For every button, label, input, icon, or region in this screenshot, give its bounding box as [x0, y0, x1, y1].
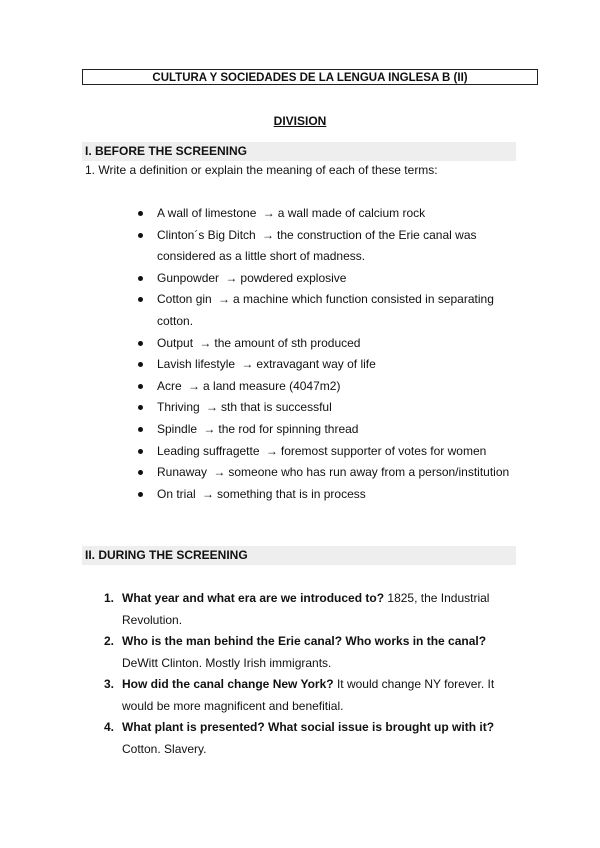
answer-text: 1825, the Industrial Revolution. [122, 591, 490, 627]
term-label: Spindle [157, 421, 198, 436]
arrow-right-icon: → [262, 227, 275, 242]
term-item [138, 462, 518, 484]
term-label: On trial [157, 486, 196, 501]
arrow-right-icon: → [199, 335, 212, 350]
term-item [138, 376, 518, 398]
answer-text: Cotton. Slavery. [122, 741, 207, 756]
term-definition: foremost supporter of votes for women [280, 443, 487, 458]
term-item [138, 441, 518, 463]
arrow-right-icon: → [206, 400, 219, 415]
term-definition: the rod for spinning thread [218, 421, 359, 436]
term-definition: a machine which function consisted in separating cotton. [157, 292, 494, 328]
question-text: What plant is presented? What social issue is brought up with it? [122, 720, 495, 734]
arrow-right-icon: → [218, 292, 231, 307]
question-item [100, 588, 520, 631]
terms-list [138, 203, 518, 505]
term-label: Cotton gin [157, 292, 212, 307]
term-label: Runaway [157, 465, 208, 480]
term-item [138, 484, 518, 506]
arrow-right-icon: → [202, 486, 215, 501]
term-definition: sth that is successful [221, 400, 332, 415]
question-item [100, 631, 520, 674]
term-definition: someone who has run away from a person/institution [228, 465, 510, 480]
term-definition: extravagant way of life [256, 357, 376, 372]
arrow-right-icon: → [241, 357, 254, 372]
section-heading-before: I. BEFORE THE SCREENING [82, 142, 516, 161]
term-item [138, 289, 518, 332]
term-label: A wall of limestone [157, 206, 257, 220]
term-item [138, 397, 518, 419]
section-heading-during: II. DURING THE SCREENING [82, 546, 516, 565]
question-number: 4. [104, 720, 115, 734]
term-label: Leading suffragette [157, 443, 260, 458]
term-label: Thriving [157, 400, 200, 415]
term-definition: a land measure (4047m2) [203, 378, 341, 393]
arrow-right-icon: → [203, 421, 216, 436]
document-title: CULTURA Y SOCIEDADES DE LA LENGUA INGLESA B (II) [82, 69, 538, 85]
term-item [138, 419, 518, 441]
term-label: Output [157, 335, 194, 350]
arrow-right-icon: → [265, 443, 278, 458]
question-text: How did the canal change New York? [122, 677, 334, 691]
term-label: Gunpowder [157, 270, 220, 285]
arrow-right-icon: → [262, 206, 275, 220]
question-number: 3. [104, 677, 115, 691]
question-item [100, 717, 520, 760]
questions-list [100, 588, 520, 760]
question-text: What year and what era are we introduced to? [122, 591, 385, 605]
answer-text: DeWitt Clinton. Mostly Irish immigrants. [122, 655, 332, 670]
arrow-right-icon: → [188, 378, 201, 393]
term-definition: the amount of sth produced [214, 335, 361, 350]
question-number: 1. [104, 591, 115, 605]
term-definition: a wall made of calcium rock [277, 206, 426, 220]
term-item [138, 225, 518, 268]
question-text: Who is the man behind the Erie canal? Who works in the canal? [122, 634, 487, 648]
document-subtitle: DIVISION [273, 114, 327, 128]
question-item [100, 674, 520, 717]
arrow-right-icon: → [213, 465, 226, 480]
term-definition: powdered explosive [240, 270, 347, 285]
question-number: 2. [104, 634, 115, 648]
term-label: Lavish lifestyle [157, 357, 236, 372]
term-item [138, 354, 518, 376]
term-item [138, 203, 518, 225]
arrow-right-icon: → [225, 270, 238, 285]
term-item [138, 333, 518, 355]
term-definition: the construction of the Erie canal was considered as a little short of madness. [157, 227, 477, 264]
section-intro: 1. Write a definition or explain the meaning of each of these terms: [85, 163, 438, 177]
term-item [138, 268, 518, 290]
answer-text: It would change NY forever. It would be more magnificent and benefitial. [122, 677, 495, 713]
term-label: Clinton´s Big Ditch [157, 227, 256, 242]
term-label: Acre [157, 378, 182, 393]
term-definition: something that is in process [217, 486, 366, 501]
